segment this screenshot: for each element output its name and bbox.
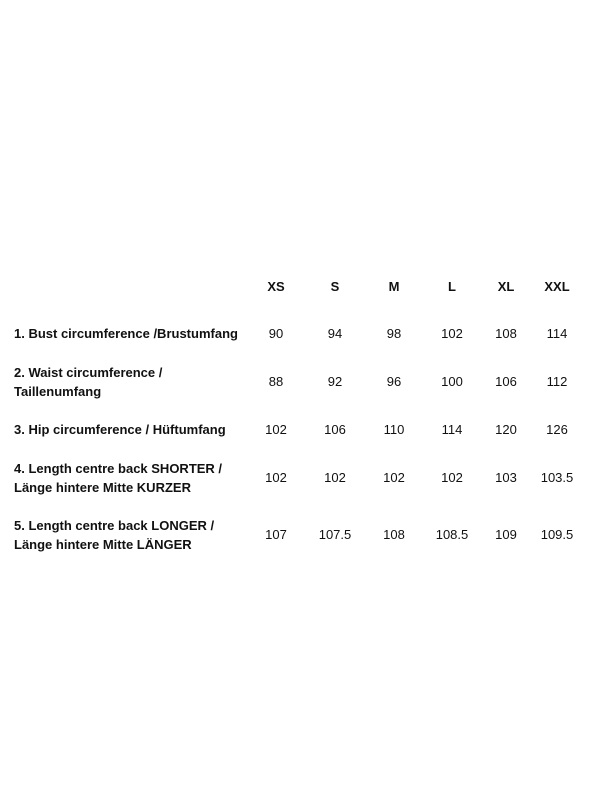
- cell-shorter-s: 102: [324, 470, 346, 485]
- cell-hip-xs: 102: [265, 422, 287, 437]
- header-size-xs: XS: [267, 279, 285, 294]
- cell-shorter-l: 102: [441, 470, 463, 485]
- cell-shorter-xl: 103: [495, 470, 517, 485]
- cell-waist-m: 96: [386, 374, 402, 389]
- header-size-xxl: XXL: [544, 279, 570, 294]
- cell-bust-xl: 108: [495, 326, 517, 341]
- cell-longer-m: 108: [383, 527, 405, 542]
- cell-bust-xxl: 114: [546, 326, 568, 341]
- cell-bust-s: 94: [327, 326, 343, 341]
- cell-waist-xs: 88: [268, 374, 284, 389]
- cell-hip-xxl: 126: [546, 422, 568, 437]
- header-size-s: S: [330, 279, 340, 294]
- cell-hip-m: 110: [383, 422, 405, 437]
- cell-shorter-m: 102: [383, 470, 405, 485]
- cell-waist-s: 92: [327, 374, 343, 389]
- cell-hip-s: 106: [324, 422, 346, 437]
- row-label-length-longer-line1: 5. Length centre back LONGER /: [14, 518, 215, 533]
- cell-longer-s: 107.5: [318, 527, 352, 542]
- row-label-length-longer-line2: Länge hintere Mitte LÄNGER: [14, 537, 192, 552]
- row-label-length-shorter-line2: Länge hintere Mitte KURZER: [14, 480, 191, 495]
- header-size-l: L: [448, 279, 456, 294]
- row-label-length-shorter-line1: 4. Length centre back SHORTER /: [14, 461, 223, 476]
- cell-hip-xl: 120: [495, 422, 517, 437]
- cell-bust-l: 102: [441, 326, 463, 341]
- row-label-waist-line1: 2. Waist circumference /: [14, 365, 163, 380]
- cell-shorter-xs: 102: [265, 470, 287, 485]
- header-size-m: M: [388, 279, 400, 294]
- row-label-waist-line2: Taillenumfang: [14, 384, 102, 399]
- header-size-xl: XL: [497, 279, 515, 294]
- cell-waist-xxl: 112: [546, 374, 568, 389]
- cell-waist-l: 100: [441, 374, 463, 389]
- cell-longer-l: 108.5: [435, 527, 469, 542]
- row-label-hip: 3. Hip circumference / Hüftumfang: [14, 422, 226, 437]
- cell-longer-xl: 109: [495, 527, 517, 542]
- cell-longer-xs: 107: [265, 527, 287, 542]
- row-label-bust: 1. Bust circumference /Brustumfang: [14, 326, 238, 341]
- cell-bust-xs: 90: [268, 326, 284, 341]
- cell-longer-xxl: 109.5: [540, 527, 574, 542]
- cell-waist-xl: 106: [495, 374, 517, 389]
- cell-bust-m: 98: [386, 326, 402, 341]
- cell-hip-l: 114: [441, 422, 463, 437]
- cell-shorter-xxl: 103.5: [540, 470, 574, 485]
